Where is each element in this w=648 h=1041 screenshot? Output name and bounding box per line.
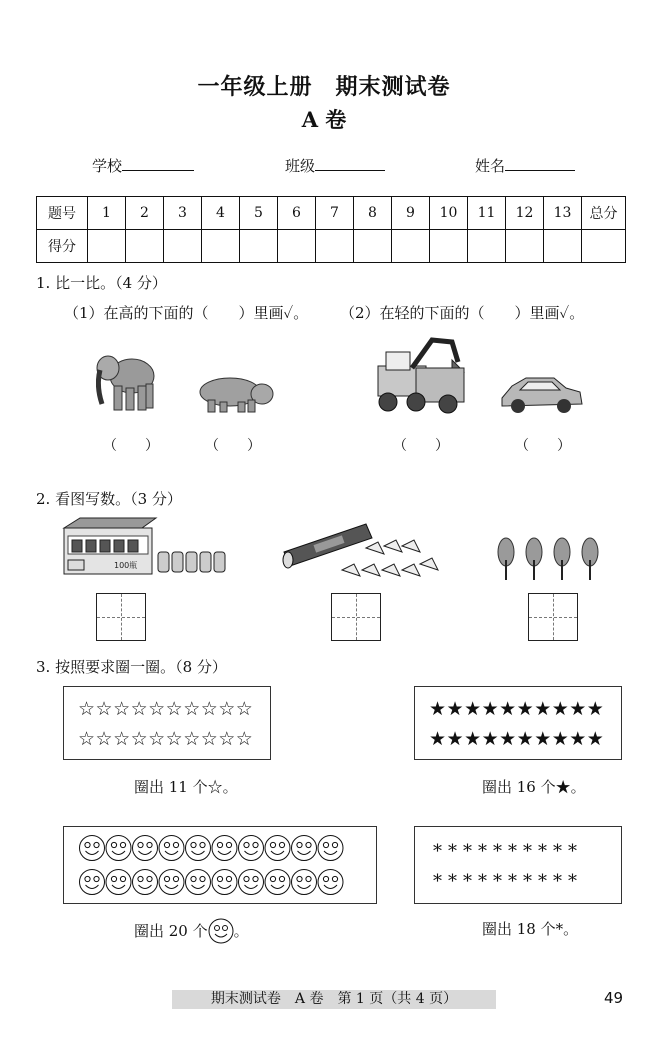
question-number: 10 [430, 197, 468, 230]
smiley-face[interactable] [212, 836, 237, 861]
score-cell[interactable] [164, 230, 202, 263]
total-score-cell[interactable] [582, 230, 626, 263]
score-cell[interactable] [354, 230, 392, 263]
answer-grid-box[interactable] [528, 593, 578, 641]
smiley-face[interactable] [106, 870, 131, 895]
question-number: 12 [506, 197, 544, 230]
badminton-tube-icon [280, 518, 440, 580]
question-1-title: 1. 比一比。（4 分） [36, 274, 167, 292]
asterisks-box [414, 826, 622, 904]
smiley-face[interactable] [80, 870, 105, 895]
smiley-face[interactable] [159, 836, 184, 861]
name-label: 姓名 [475, 157, 506, 175]
table-row-scores [37, 230, 626, 263]
answer-paren[interactable]: （ ） [515, 438, 571, 454]
question-number: 5 [240, 197, 278, 230]
question-2-title: 2. 看图写数。（3 分） [36, 490, 182, 508]
smiley-face[interactable] [212, 870, 237, 895]
hippo-icon [196, 372, 274, 414]
caption-black-stars: 圈出 16 个★。 [482, 778, 586, 796]
caption-asterisks: 圈出 18 个*。 [482, 920, 579, 938]
smiley-face[interactable] [318, 836, 343, 861]
answer-paren[interactable]: （ ） [103, 438, 159, 454]
question-number: 6 [278, 197, 316, 230]
score-cell[interactable] [468, 230, 506, 263]
answer-grid-box[interactable] [96, 593, 146, 641]
smiley-faces[interactable] [78, 831, 368, 899]
smiley-face[interactable] [292, 836, 317, 861]
smiley-face[interactable] [292, 870, 317, 895]
page-title: 一年级上册 期末测试卷 [197, 74, 451, 100]
question-number: 9 [392, 197, 430, 230]
smiley-face[interactable] [265, 836, 290, 861]
school-field [92, 155, 194, 176]
smiley-face[interactable] [133, 870, 158, 895]
score-cell[interactable] [126, 230, 164, 263]
asterisk-row[interactable]: ********** [433, 871, 583, 892]
school-blank[interactable] [122, 156, 194, 171]
score-cell[interactable] [392, 230, 430, 263]
score-cell[interactable] [240, 230, 278, 263]
smiley-icon [208, 918, 234, 944]
score-table [36, 196, 626, 263]
question-number: 3 [164, 197, 202, 230]
smiley-face[interactable] [106, 836, 131, 861]
smiley-face[interactable] [159, 870, 184, 895]
elephant-icon [96, 346, 160, 414]
smiley-face[interactable] [186, 836, 211, 861]
question-number: 13 [544, 197, 582, 230]
question-number: 2 [126, 197, 164, 230]
black-stars-row[interactable]: ★★★★★★★★★★ [429, 728, 605, 750]
question-1-part2: （2）在轻的下面的（ ）里画✓。 [340, 304, 585, 322]
question-3-title: 3. 按照要求圈一圈。（8 分） [36, 658, 227, 676]
caption-smileys [134, 918, 249, 944]
score-cell[interactable] [316, 230, 354, 263]
smiley-face[interactable] [239, 870, 264, 895]
white-stars-row[interactable]: ☆☆☆☆☆☆☆☆☆☆ [78, 698, 254, 720]
table-row-numbers [37, 197, 626, 230]
score-cell[interactable] [506, 230, 544, 263]
page-footer: 期末测试卷 A 卷 第 1 页（共 4 页） [172, 990, 496, 1009]
score-cell[interactable] [88, 230, 126, 263]
black-stars-box [414, 686, 622, 760]
trees-icon [494, 536, 604, 582]
milk-box-icon [60, 516, 228, 578]
score-label: 得分 [37, 230, 88, 263]
caption-white-stars: 圈出 11 个☆。 [134, 778, 238, 796]
asterisk-row[interactable]: ********** [433, 841, 583, 862]
page-number: 49 [604, 989, 624, 1007]
smiley-face[interactable] [239, 836, 264, 861]
question-number: 1 [88, 197, 126, 230]
smiley-face[interactable] [186, 870, 211, 895]
smiley-face[interactable] [133, 836, 158, 861]
class-field [285, 155, 385, 176]
answer-grid-box[interactable] [331, 593, 381, 641]
box-label: 100瓶 [114, 561, 138, 570]
question-1-part1: （1）在高的下面的（ ）里画✓。 [64, 304, 309, 322]
smiley-face[interactable] [80, 836, 105, 861]
question-number: 4 [202, 197, 240, 230]
class-label: 班级 [285, 157, 316, 175]
score-cell[interactable] [544, 230, 582, 263]
total-label: 总分 [582, 197, 626, 230]
question-number: 11 [468, 197, 506, 230]
name-field [475, 155, 575, 176]
score-cell[interactable] [430, 230, 468, 263]
answer-paren[interactable]: （ ） [205, 438, 261, 454]
caption-smileys-prefix: 圈出 20 个 [134, 922, 208, 940]
page-subtitle: A 卷 [301, 107, 347, 132]
question-number: 8 [354, 197, 392, 230]
excavator-icon [372, 332, 468, 414]
school-label: 学校 [92, 157, 123, 175]
score-cell[interactable] [202, 230, 240, 263]
score-cell[interactable] [278, 230, 316, 263]
smiley-face[interactable] [265, 870, 290, 895]
caption-smileys-suffix: 。 [233, 922, 249, 940]
answer-paren[interactable]: （ ） [393, 438, 449, 454]
name-blank[interactable] [505, 156, 575, 171]
white-stars-box [63, 686, 271, 760]
class-blank[interactable] [315, 156, 385, 171]
question-number: 7 [316, 197, 354, 230]
black-stars-row[interactable]: ★★★★★★★★★★ [429, 698, 605, 720]
car-icon [498, 372, 584, 416]
white-stars-row[interactable]: ☆☆☆☆☆☆☆☆☆☆ [78, 728, 254, 750]
question-number-label: 题号 [37, 197, 88, 230]
smiley-face[interactable] [318, 870, 343, 895]
smileys-box [63, 826, 377, 904]
